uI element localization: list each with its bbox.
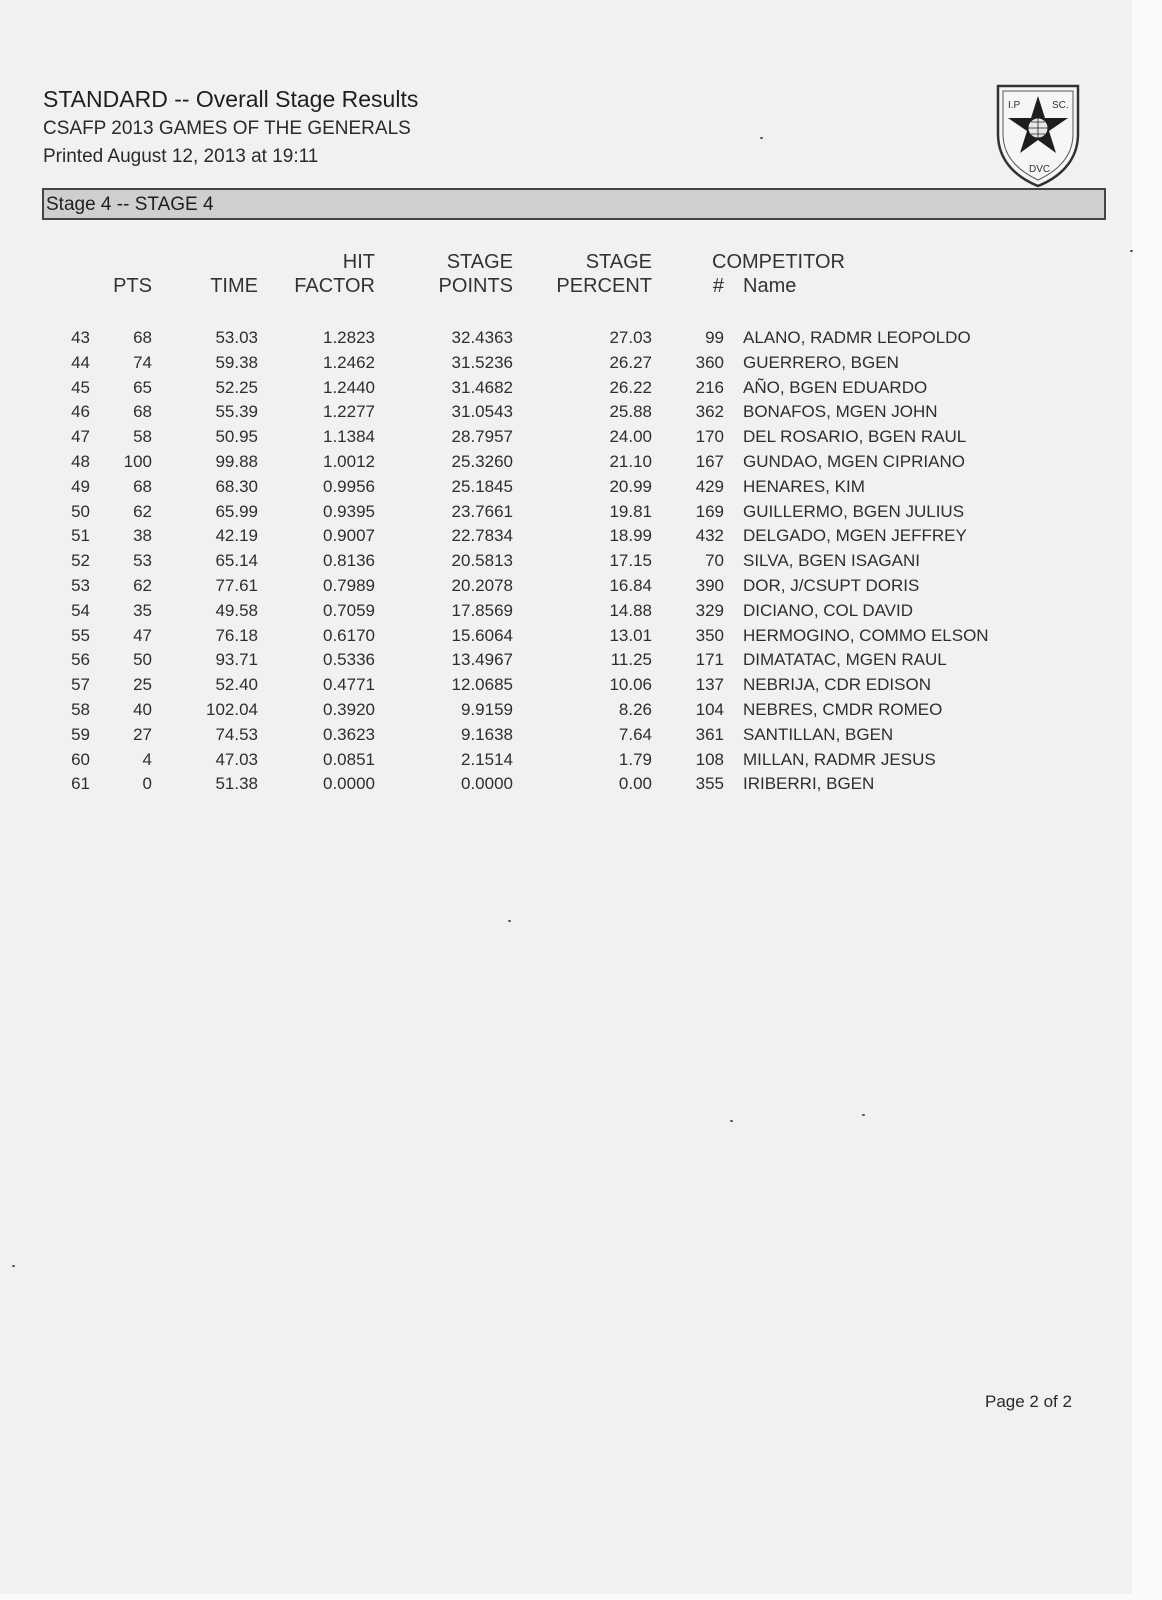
- row-stage-points: 0.0000: [461, 774, 513, 794]
- header-number: #: [712, 275, 724, 297]
- table-row: [0, 452, 1162, 477]
- stage-bar: [42, 188, 1106, 220]
- row-competitor-name: DELGADO, MGEN JEFFREY: [743, 526, 967, 546]
- header-stage-percent-bottom: PERCENT: [556, 275, 652, 297]
- row-time: 55.39: [215, 402, 258, 422]
- row-competitor-number: 169: [695, 501, 724, 521]
- row-hit-factor: 0.3920: [323, 700, 375, 719]
- row-time: 50.95: [215, 427, 258, 447]
- row-rank: 48: [71, 452, 90, 471]
- row-time: 93.71: [215, 650, 258, 670]
- row-pts: 40: [133, 700, 152, 719]
- row-competitor-name: HERMOGINO, COMMO ELSON: [743, 625, 989, 645]
- row-competitor-name: DEL ROSARIO, BGEN RAUL: [743, 427, 967, 447]
- row-stage-points: 31.4682: [451, 377, 513, 397]
- row-hit-factor: 0.9395: [323, 501, 375, 521]
- table-row: [0, 551, 1162, 576]
- row-competitor-name: DICIANO, COL DAVID: [743, 600, 914, 620]
- row-stage-percent: 24.00: [609, 427, 652, 447]
- row-stage-percent: 7.64: [618, 724, 652, 744]
- row-competitor-number: 361: [695, 724, 724, 744]
- row-competitor-name: ALANO, RADMR LEOPOLDO: [743, 328, 971, 347]
- row-time: 74.53: [215, 724, 258, 744]
- row-hit-factor: 1.2440: [323, 377, 375, 397]
- logo-text-bottom: DVC: [1029, 164, 1051, 175]
- row-hit-factor: 0.9007: [323, 526, 375, 546]
- row-competitor-name: NEBRIJA, CDR EDISON: [743, 675, 931, 695]
- header-pts: PTS: [113, 275, 152, 297]
- row-rank: 60: [71, 749, 90, 769]
- table-row: [0, 328, 1162, 353]
- row-pts: 65: [133, 377, 152, 397]
- row-hit-factor: 0.9956: [323, 476, 375, 496]
- header-time: TIME: [210, 275, 258, 297]
- row-competitor-number: 329: [695, 600, 724, 620]
- scan-speck: [12, 1265, 15, 1267]
- row-stage-points: 31.0543: [451, 402, 513, 422]
- row-stage-points: 20.2078: [451, 576, 513, 595]
- row-competitor-number: 104: [695, 700, 724, 719]
- row-competitor-name: DIMATATAC, MGEN RAUL: [743, 650, 947, 670]
- row-hit-factor: 1.2823: [323, 328, 375, 347]
- row-time: 65.14: [215, 551, 258, 571]
- row-pts: 47: [133, 625, 152, 645]
- row-competitor-number: 355: [695, 774, 724, 794]
- row-competitor-name: DOR, J/CSUPT DORIS: [743, 576, 920, 595]
- row-stage-percent: 26.27: [609, 352, 652, 372]
- row-rank: 57: [71, 675, 90, 695]
- row-rank: 53: [71, 576, 90, 595]
- row-time: 77.61: [215, 576, 258, 595]
- table-row: [0, 353, 1162, 378]
- page-number: Page 2 of 2: [985, 1392, 1072, 1411]
- row-pts: 68: [133, 476, 152, 496]
- table-row: [0, 750, 1162, 775]
- row-hit-factor: 1.2277: [323, 402, 375, 422]
- row-rank: 58: [71, 700, 90, 719]
- table-row: [0, 650, 1162, 675]
- row-rank: 54: [71, 600, 90, 620]
- row-competitor-name: AÑO, BGEN EDUARDO: [743, 377, 928, 397]
- row-stage-percent: 19.81: [609, 501, 652, 521]
- row-stage-percent: 11.25: [610, 650, 652, 670]
- row-rank: 56: [71, 650, 90, 670]
- row-rank: 51: [71, 526, 90, 546]
- row-time: 49.58: [215, 600, 258, 620]
- row-stage-points: 23.7661: [451, 501, 513, 521]
- header-hit-factor-top: HIT: [342, 251, 375, 273]
- row-competitor-name: BONAFOS, MGEN JOHN: [743, 402, 938, 422]
- row-competitor-number: 360: [695, 352, 724, 372]
- paper-edge: [1132, 0, 1162, 1600]
- row-hit-factor: 0.0851: [323, 749, 375, 769]
- row-pts: 100: [123, 452, 152, 471]
- row-stage-percent: 20.99: [609, 476, 652, 496]
- row-competitor-name: MILLAN, RADMR JESUS: [743, 749, 936, 769]
- row-competitor-name: SILVA, BGEN ISAGANI: [743, 551, 920, 571]
- row-hit-factor: 1.1384: [323, 427, 375, 447]
- row-stage-percent: 26.22: [609, 377, 652, 397]
- row-hit-factor: 1.2462: [323, 352, 375, 372]
- row-stage-percent: 8.26: [618, 700, 652, 719]
- row-time: 47.03: [215, 749, 258, 769]
- row-time: 99.88: [215, 452, 258, 471]
- row-hit-factor: 0.0000: [323, 774, 375, 794]
- row-competitor-number: 362: [695, 402, 724, 422]
- row-hit-factor: 0.8136: [323, 551, 375, 571]
- row-stage-percent: 21.10: [609, 452, 652, 471]
- table-row: [0, 675, 1162, 700]
- table-row: [0, 378, 1162, 403]
- row-competitor-number: 350: [695, 625, 724, 645]
- table-row: [0, 526, 1162, 551]
- row-pts: 53: [133, 551, 152, 571]
- row-competitor-name: HENARES, KIM: [743, 476, 865, 496]
- row-competitor-number: 429: [695, 476, 724, 496]
- row-competitor-number: 137: [695, 675, 724, 695]
- row-rank: 45: [71, 377, 90, 397]
- scan-speck: [862, 1114, 865, 1116]
- row-stage-points: 9.9159: [461, 700, 513, 719]
- row-pts: 35: [133, 600, 152, 620]
- table-row: [0, 700, 1162, 725]
- row-pts: 50: [133, 650, 152, 670]
- header-hit-factor-bottom: FACTOR: [294, 275, 375, 297]
- logo-text-right: SC.: [1052, 100, 1069, 111]
- row-rank: 47: [71, 427, 90, 447]
- table-row: [0, 402, 1162, 427]
- row-rank: 43: [71, 328, 90, 347]
- row-time: 42.19: [215, 526, 258, 546]
- scan-speck: [1130, 250, 1133, 252]
- table-row: [0, 502, 1162, 527]
- stage-label: Stage 4 -- STAGE 4: [46, 194, 214, 215]
- row-time: 65.99: [215, 501, 258, 521]
- row-stage-percent: 17.15: [609, 551, 652, 571]
- row-hit-factor: 0.7989: [323, 576, 375, 595]
- row-competitor-name: GUILLERMO, BGEN JULIUS: [743, 501, 965, 521]
- header-stage-percent-top: STAGE: [585, 251, 652, 273]
- row-competitor-number: 432: [695, 526, 724, 546]
- row-rank: 46: [71, 402, 90, 422]
- row-time: 68.30: [215, 476, 258, 496]
- header-competitor: COMPETITOR: [712, 251, 845, 273]
- row-competitor-name: SANTILLAN, BGEN: [743, 724, 894, 744]
- report-title: STANDARD -- Overall Stage Results: [43, 86, 419, 112]
- row-competitor-number: 216: [695, 377, 724, 397]
- table-row: [0, 427, 1162, 452]
- table-row: [0, 477, 1162, 502]
- row-pts: 25: [133, 675, 152, 695]
- row-pts: 62: [133, 501, 152, 521]
- row-stage-points: 15.6064: [451, 625, 513, 645]
- table-row: [0, 576, 1162, 601]
- row-stage-percent: 27.03: [609, 328, 652, 347]
- logo-text-left: I.P: [1008, 100, 1021, 111]
- header-name: Name: [743, 275, 797, 297]
- row-competitor-number: 390: [695, 576, 724, 595]
- ipsc-shield-logo: [992, 82, 1084, 190]
- header-stage-points-bottom: POINTS: [438, 275, 513, 297]
- printed-date: Printed August 12, 2013 at 19:11: [43, 146, 319, 167]
- row-competitor-number: 167: [695, 452, 724, 471]
- scan-speck: [508, 920, 511, 922]
- row-pts: 27: [133, 724, 152, 744]
- row-hit-factor: 0.7059: [323, 600, 375, 620]
- row-rank: 50: [71, 501, 90, 521]
- row-stage-points: 20.5813: [451, 551, 513, 571]
- row-time: 53.03: [215, 328, 258, 347]
- row-time: 76.18: [215, 625, 258, 645]
- row-time: 52.25: [215, 377, 258, 397]
- row-hit-factor: 0.6170: [323, 625, 375, 645]
- table-row: [0, 774, 1162, 799]
- row-stage-percent: 14.88: [609, 600, 652, 620]
- scan-speck: [730, 1120, 733, 1122]
- row-time: 51.38: [215, 774, 258, 794]
- row-pts: 74: [133, 352, 152, 372]
- table-row: [0, 725, 1162, 750]
- row-competitor-name: GUERRERO, BGEN: [743, 352, 899, 372]
- row-stage-points: 31.5236: [451, 352, 513, 372]
- row-rank: 61: [71, 774, 90, 794]
- row-stage-percent: 25.88: [609, 402, 652, 422]
- row-competitor-name: NEBRES, CMDR ROMEO: [743, 700, 943, 719]
- row-pts: 0: [142, 774, 152, 794]
- row-pts: 58: [133, 427, 152, 447]
- scan-speck: [760, 137, 763, 139]
- event-name: CSAFP 2013 GAMES OF THE GENERALS: [43, 118, 411, 139]
- row-competitor-number: 108: [695, 749, 724, 769]
- row-competitor-number: 170: [695, 427, 724, 447]
- header-stage-points-top: STAGE: [446, 251, 513, 273]
- row-rank: 44: [71, 352, 90, 372]
- row-stage-points: 25.3260: [451, 452, 513, 471]
- row-competitor-number: 171: [695, 650, 724, 670]
- row-hit-factor: 0.4771: [323, 675, 375, 695]
- row-time: 59.38: [215, 352, 258, 372]
- row-pts: 4: [142, 749, 152, 769]
- row-stage-points: 28.7957: [451, 427, 513, 447]
- row-stage-percent: 1.79: [618, 749, 652, 769]
- row-stage-percent: 10.06: [609, 675, 652, 695]
- row-stage-points: 17.8569: [451, 600, 513, 620]
- row-rank: 55: [71, 625, 90, 645]
- paper-bottom-edge: [0, 1594, 1132, 1600]
- row-time: 52.40: [215, 675, 258, 695]
- row-rank: 49: [71, 476, 90, 496]
- row-stage-points: 22.7834: [451, 526, 513, 546]
- row-rank: 59: [71, 724, 90, 744]
- row-stage-percent: 13.01: [609, 625, 652, 645]
- row-stage-points: 2.1514: [461, 749, 513, 769]
- row-rank: 52: [71, 551, 90, 571]
- row-competitor-number: 70: [705, 551, 724, 571]
- row-pts: 38: [133, 526, 152, 546]
- table-row: [0, 626, 1162, 651]
- row-competitor-number: 99: [705, 328, 724, 347]
- row-competitor-name: IRIBERRI, BGEN: [743, 774, 875, 794]
- row-hit-factor: 1.0012: [323, 452, 375, 471]
- row-hit-factor: 0.5336: [323, 650, 375, 670]
- row-pts: 68: [133, 328, 152, 347]
- row-stage-points: 9.1638: [461, 724, 513, 744]
- row-pts: 68: [133, 402, 152, 422]
- row-pts: 62: [133, 576, 152, 595]
- row-stage-points: 32.4363: [451, 328, 513, 347]
- row-stage-points: 13.4967: [451, 650, 513, 670]
- row-stage-percent: 0.00: [618, 774, 652, 794]
- row-stage-points: 12.0685: [451, 675, 513, 695]
- row-stage-points: 25.1845: [451, 476, 513, 496]
- row-time: 102.04: [206, 700, 258, 719]
- table-row: [0, 601, 1162, 626]
- row-stage-percent: 18.99: [609, 526, 652, 546]
- row-competitor-name: GUNDAO, MGEN CIPRIANO: [743, 452, 965, 471]
- row-hit-factor: 0.3623: [323, 724, 375, 744]
- row-stage-percent: 16.84: [609, 576, 652, 595]
